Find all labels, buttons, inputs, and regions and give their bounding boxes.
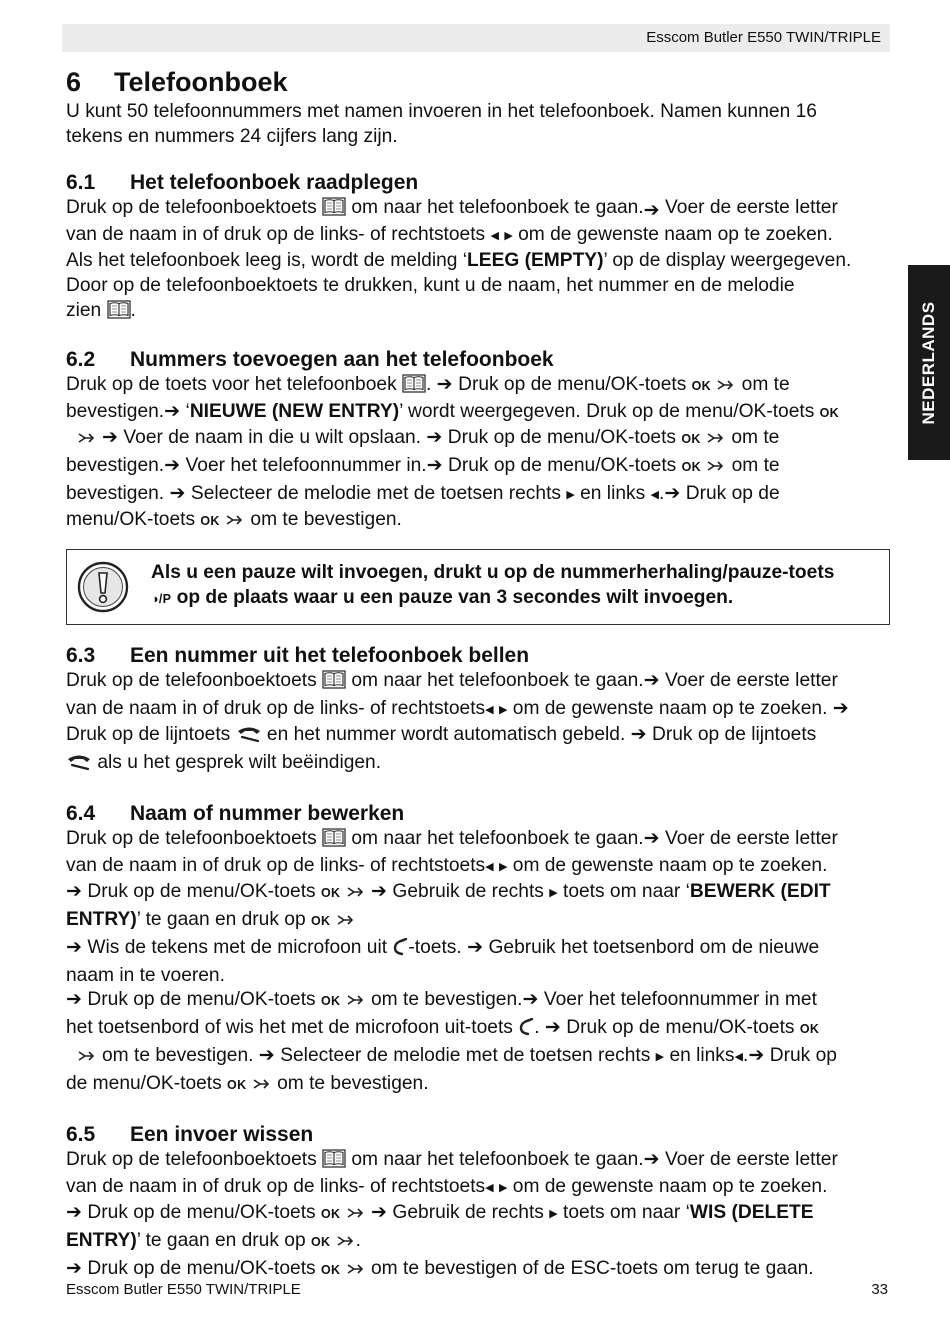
arrow-icon: ➔ — [102, 427, 119, 449]
arrow-icon: ➔ — [164, 454, 181, 476]
ok-key-icon: OK — [320, 1207, 341, 1222]
section-6-3-body: Druk op de telefoonboektoets om naar het telefoonboek te gaan.➔ Voer de eerste letter van de naam in of druk op de links- of rechtstoets◀ ▶ om de gewenste naam op te zoeken. ➔ Druk op de lijntoets en het nummer wordt automatisch gebeld. ➔ Druk op de lijntoets als u het gesprek wilt beëindigen. — [66, 669, 890, 778]
arrow-icon: ➔ — [643, 670, 660, 692]
phonebook-icon — [322, 670, 346, 697]
arrow-icon: ➔ — [748, 1044, 765, 1066]
section-6-4-title: 6.4 Naam of nummer bewerken — [66, 801, 405, 825]
left-triangle-icon: ◀ — [650, 488, 659, 501]
arrow-icon: ➔ — [66, 881, 83, 903]
arrow-icon: ➔ — [522, 989, 539, 1011]
arrow-icon: ➔ — [664, 482, 681, 504]
line-key-icon — [236, 725, 262, 751]
ok-key-icon: OK — [799, 1022, 820, 1037]
select-key-icon — [346, 991, 366, 1016]
select-key-icon — [77, 429, 97, 454]
right-triangle-icon: ▶ — [498, 704, 508, 717]
section-6-2-body: Druk op de toets voor het telefoonboek . ➔ Druk op de menu/OK-toets OK om te bevestigen.➔ ‘NIEUWE (NEW ENTRY)’ wordt weergegeven. Druk op de menu/OK-toets OK ➔ Voer de naam in die u wilt opslaan. ➔ Druk op de menu/OK-toets OK om te bevestigen.➔ Voer het telefoonnummer in.➔ Druk op de menu/OK-toets OK om te bevestigen. ➔ Selecteer de melodie met de toetsen rechts ▶ en links ◀.➔ Druk op de menu/OK-toets OK om te bevestigen. — [66, 373, 890, 536]
ok-key-icon: OK — [310, 913, 331, 928]
left-triangle-icon: ◀ — [734, 1050, 743, 1063]
arrow-icon: ➔ — [436, 373, 453, 395]
pause-note-text: Als u een pauze wilt invoegen, drukt u op de nummerherhaling/pauze-toets ◑/P op de plaats waar u een pauze van 3 secondes wilt invoegen. — [151, 562, 835, 609]
left-triangle-icon: ◀ — [485, 704, 494, 717]
section-6-5-title: 6.5 Een invoer wissen — [66, 1122, 314, 1146]
ok-key-icon: OK — [320, 886, 341, 901]
arrow-icon: ➔ — [426, 427, 443, 449]
phonebook-icon — [322, 197, 346, 224]
left-triangle-icon: ◀ — [490, 230, 499, 243]
arrow-icon: ➔ — [66, 936, 83, 958]
select-key-icon — [346, 1204, 366, 1229]
language-tab-label: NEDERLANDS — [919, 300, 938, 425]
microphone-key-icon — [392, 938, 408, 964]
chapter-intro: U kunt 50 telefoonnummers met namen invoeren in het telefoonboek. Namen kunnen 16 tekens en nummers 24 cijfers lang zijn. — [66, 101, 817, 147]
arrow-icon: ➔ — [832, 698, 849, 720]
right-triangle-icon: ▶ — [549, 887, 558, 900]
select-key-icon — [706, 457, 726, 482]
arrow-icon: ➔ — [164, 401, 181, 423]
select-key-icon — [346, 883, 366, 908]
right-triangle-icon: ▶ — [549, 1208, 558, 1221]
arrow-icon: ➔ — [643, 827, 660, 849]
select-key-icon — [346, 1260, 366, 1285]
ok-key-icon: OK — [320, 994, 341, 1009]
ok-key-icon: OK — [819, 406, 840, 421]
select-key-icon — [77, 1047, 97, 1072]
pause-key-icon: ◑/P — [151, 592, 172, 607]
arrow-icon: ➔ — [544, 1017, 561, 1039]
select-key-icon — [225, 511, 245, 536]
right-triangle-icon: ▶ — [504, 230, 513, 243]
page-number: 33 — [871, 1281, 888, 1298]
select-key-icon — [706, 429, 726, 454]
right-triangle-icon: ▶ — [498, 861, 508, 874]
ok-key-icon: OK — [691, 378, 711, 393]
arrow-icon: ➔ — [66, 1257, 83, 1279]
phonebook-icon — [322, 828, 346, 855]
phonebook-icon — [322, 1149, 346, 1176]
warning-exclamation-icon — [77, 561, 129, 613]
left-triangle-icon: ◀ — [485, 861, 494, 874]
chapter-title: 6 Telefoonboek — [66, 67, 288, 97]
pause-note-box — [66, 549, 890, 625]
language-tab — [908, 265, 950, 460]
select-key-icon — [252, 1075, 272, 1100]
phonebook-icon — [107, 300, 131, 327]
section-6-4-body: Druk op de telefoonboektoets om naar het telefoonboek te gaan.➔ Voer de eerste letter van de naam in of druk op de links- of rechtstoets◀ ▶ om de gewenste naam op te zoeken. ➔ Druk op de menu/OK-toets OK ➔ Gebruik de rechts ▶ toets om naar ‘BEWERK (EDIT ENTRY)’ te gaan en druk op OK ➔ Wis de tekens met de microfoon uit -toets. ➔ Gebruik het toetsenbord om de nieuwe naam in te voeren. ➔ Druk op de menu/OK-toets OK om te bevestigen.➔ Voer het telefoonnummer in met het toetsenbord of wis het met de microfoon uit-toets . ➔ Druk op de menu/OK-toets OK om te bevestigen. ➔ Selecteer de melodie met de toetsen rechts ▶ en links◀.➔ Druk op de menu/OK-toets OK om te bevestigen. — [66, 827, 890, 1100]
ok-key-icon: OK — [320, 1262, 341, 1277]
arrow-icon: ➔ — [169, 482, 186, 504]
phonebook-icon — [402, 374, 426, 401]
select-key-icon — [336, 1232, 356, 1257]
arrow-icon: ➔ — [643, 199, 660, 221]
right-triangle-icon: ▶ — [498, 1182, 508, 1195]
section-6-1-title: 6.1 Het telefoonboek raadplegen — [66, 170, 419, 194]
select-key-icon — [336, 911, 356, 936]
section-6-3-title: 6.3 Een nummer uit het telefoonboek bellen — [66, 644, 530, 668]
arrow-icon: ➔ — [371, 881, 388, 903]
select-key-icon — [716, 376, 736, 401]
page-content — [66, 64, 890, 1285]
arrow-icon: ➔ — [371, 1202, 388, 1224]
ok-key-icon: OK — [681, 432, 701, 447]
header-text: Esscom Butler E550 TWIN/TRIPLE — [646, 29, 881, 46]
section-6-1-body: Druk op de telefoonboektoets om naar het telefoonboek te gaan.➔ Voer de eerste letter van de naam in of druk op de links- of rechtstoets ◀ ▶ om de gewenste naam op te zoeken. Als het telefoonboek leeg is, wordt de melding ‘LEEG (EMPTY)’ op de display weergegeven. Door op de telefoonboektoets te drukken, kunt u de naam, het nummer en de melodie zien . — [66, 196, 890, 327]
arrow-icon: ➔ — [643, 1148, 660, 1170]
ok-key-icon: OK — [681, 459, 701, 474]
right-triangle-icon: ▶ — [655, 1050, 665, 1063]
right-triangle-icon: ▶ — [566, 488, 575, 501]
microphone-key-icon — [518, 1018, 534, 1044]
arrow-icon: ➔ — [426, 454, 443, 476]
left-triangle-icon: ◀ — [485, 1182, 494, 1195]
section-6-2-title: 6.2 Nummers toevoegen aan het telefoonboek — [66, 347, 554, 371]
ok-key-icon: OK — [310, 1234, 331, 1249]
ok-key-icon: OK — [227, 1077, 247, 1092]
arrow-icon: ➔ — [467, 936, 484, 958]
page-header — [62, 24, 890, 52]
arrow-icon: ➔ — [66, 989, 83, 1011]
footer-title: Esscom Butler E550 TWIN/TRIPLE — [66, 1281, 301, 1298]
arrow-icon: ➔ — [66, 1202, 83, 1224]
line-key-icon — [66, 753, 92, 779]
arrow-icon: ➔ — [258, 1044, 275, 1066]
arrow-icon: ➔ — [630, 723, 647, 745]
section-6-5-body: Druk op de telefoonboektoets om naar het telefoonboek te gaan.➔ Voer de eerste letter van de naam in of druk op de links- of rechtstoets◀ ▶ om de gewenste naam op te zoeken. ➔ Druk op de menu/OK-toets OK ➔ Gebruik de rechts ▶ toets om naar ‘WIS (DELETE ENTRY)’ te gaan en druk op OK . ➔ Druk op de menu/OK-toets OK om te bevestigen of de ESC-toets om terug te gaan. — [66, 1148, 890, 1285]
ok-key-icon: OK — [200, 513, 220, 528]
